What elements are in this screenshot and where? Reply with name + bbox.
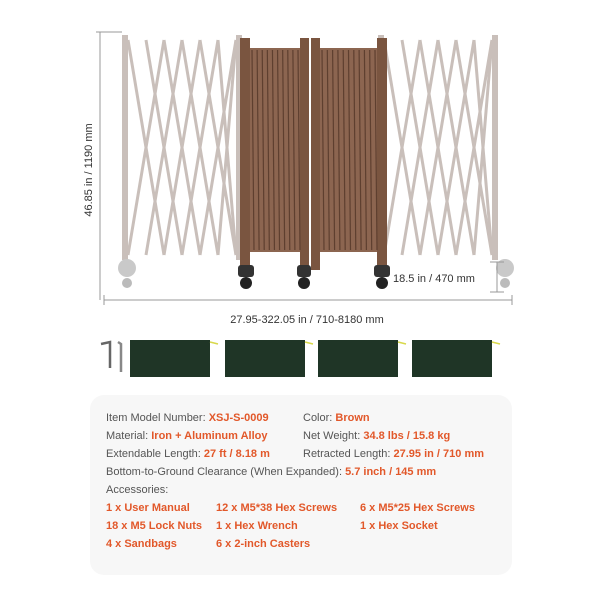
accessory-item: 6 x 2-inch Casters — [216, 538, 311, 550]
retracted-row — [303, 448, 484, 461]
width-dimension — [104, 295, 512, 305]
accessories-heading — [106, 484, 168, 497]
color-row — [303, 412, 370, 425]
weight-label: Net Weight: — [303, 430, 364, 442]
accessory-item: 6 x M5*25 Hex Screws — [360, 502, 475, 514]
extendable-label: Extendable Length: — [106, 448, 204, 460]
gate-retracted-left — [238, 38, 311, 289]
accessory-item: 1 x User Manual — [106, 502, 190, 514]
model-row — [106, 412, 269, 425]
weight-row — [303, 430, 450, 443]
accessory-item: 4 x Sandbags — [106, 538, 177, 550]
width-label: 27.95-322.05 in / 710-8180 mm — [230, 314, 384, 326]
clearance-label: 18.5 in / 470 mm — [393, 273, 475, 285]
color-label: Color: — [303, 412, 336, 424]
gate-retracted-right — [311, 38, 390, 289]
material-value: Iron + Aluminum Alloy — [151, 430, 268, 442]
retracted-value: 27.95 in / 710 mm — [393, 448, 485, 460]
accessory-item: 1 x Hex Socket — [360, 520, 438, 532]
sandbag-icon — [130, 340, 492, 377]
accessory-item: 1 x Hex Wrench — [216, 520, 298, 532]
clearance-spec-value: 5.7 inch / 145 mm — [345, 466, 437, 478]
material-label: Material: — [106, 430, 152, 442]
gate-expanded-left — [118, 35, 242, 288]
spec-card — [90, 395, 512, 575]
accessory-item: 12 x M5*38 Hex Screws — [216, 502, 338, 514]
height-label: 46.85 in / 1190 mm — [83, 123, 95, 217]
retracted-label: Retracted Length: — [303, 448, 394, 460]
hex-wrench-icon — [101, 342, 121, 372]
model-value: XSJ-S-0009 — [208, 412, 269, 424]
clearance-row — [106, 466, 436, 479]
accessories-label: Accessories: — [106, 484, 169, 496]
material-row — [106, 430, 267, 443]
gate-expanded-right — [378, 35, 514, 288]
height-dimension — [96, 32, 122, 300]
extendable-value: 27 ft / 8.18 m — [203, 448, 270, 460]
color-value: Brown — [335, 412, 370, 424]
accessory-item: 18 x M5 Lock Nuts — [106, 520, 202, 532]
extendable-row — [106, 448, 270, 461]
weight-value: 34.8 lbs / 15.8 kg — [363, 430, 451, 442]
model-label: Item Model Number: — [106, 412, 209, 424]
clearance-spec-label: Bottom-to-Ground Clearance (When Expanded): — [106, 466, 346, 478]
